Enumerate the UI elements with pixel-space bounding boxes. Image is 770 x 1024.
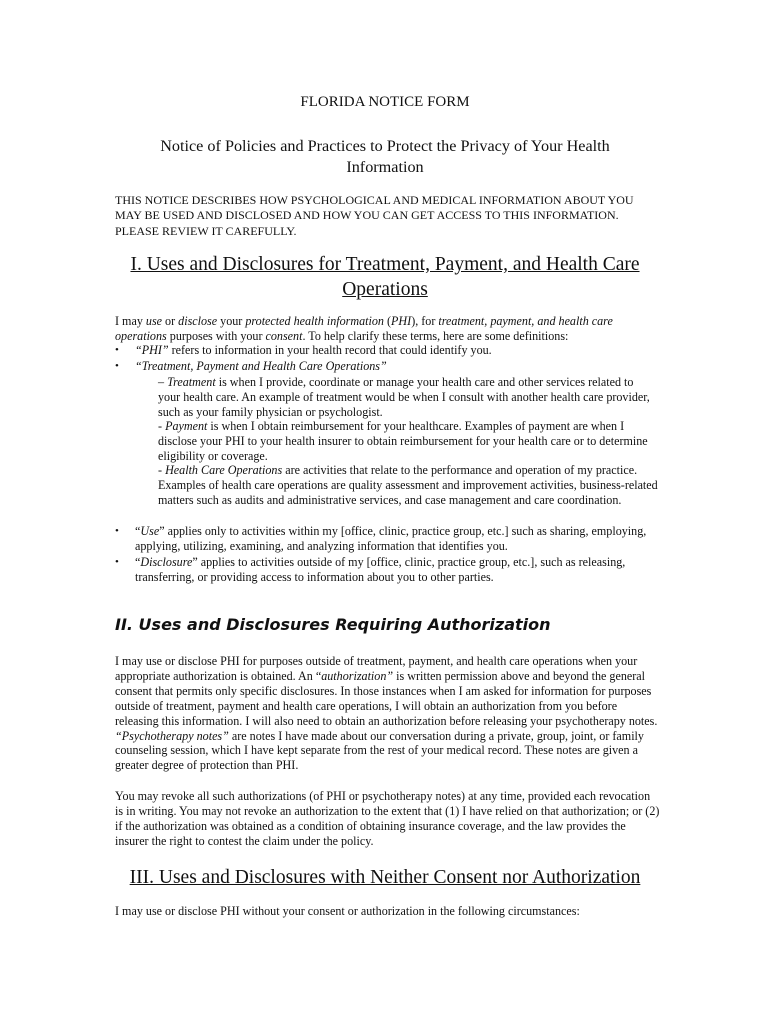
intro-text: your bbox=[217, 314, 246, 328]
section-3-heading: III. Uses and Disclosures with Neither Consent nor Authorization bbox=[129, 867, 641, 888]
definition-term: Payment bbox=[165, 419, 208, 433]
definition-term: Disclosure bbox=[140, 555, 193, 569]
definition-text: is when I obtain reimbursement for your healthcare. Examples of payment are when I disclose your PHI to your health insurer to obtain reimbursement for your health care or to determine eligibility or coverage. bbox=[158, 419, 648, 463]
paragraph-text: are notes I have made about our conversation during a private, group, joint, or family counseling session, which I have kept separate from the rest of your medical record. These notes are given a greater degree of protection than PHI. bbox=[115, 728, 644, 773]
definition-tphco bbox=[135, 359, 665, 374]
definition-health-care-operations bbox=[158, 463, 658, 508]
bullet-icon: • bbox=[115, 556, 119, 568]
definition-disclosure bbox=[135, 555, 665, 585]
term-psychotherapy-notes: “Psychotherapy notes” bbox=[115, 728, 229, 743]
bullet-icon: • bbox=[115, 525, 119, 537]
notice-statement: THIS NOTICE DESCRIBES HOW PSYCHOLOGICAL AND MEDICAL INFORMATION ABOUT YOU MAY BE USED AND DISCLOSED AND HOW YOU CAN GET ACCESS TO THIS INFORMATION. PLEASE REVIEW IT CAREFULLY. bbox=[115, 193, 634, 238]
quote-mark: “ bbox=[135, 524, 141, 538]
definition-text: ” applies only to activities within my [office, clinic, practice group, etc.] such as sharing, employing, applying, utilizing, examining, and analyzing information that identifies you. bbox=[135, 524, 647, 553]
section-2-heading: II. Uses and Disclosures Requiring Authorization bbox=[115, 615, 551, 634]
term-phi: PHI bbox=[391, 314, 412, 328]
definition-text: is when I provide, coordinate or manage your health care and other services related to your health care. An example of treatment would be when I consult with another health care provider, such as your family physician or psychologist. bbox=[158, 375, 650, 419]
term-authorization: authorization” bbox=[321, 668, 394, 683]
definition-payment bbox=[158, 419, 658, 464]
term-use: use bbox=[145, 314, 163, 328]
intro-text: or bbox=[162, 314, 179, 328]
intro-text: . To help clarify these terms, here are some definitions: bbox=[302, 328, 569, 343]
dash: - bbox=[158, 419, 166, 433]
dash: – bbox=[158, 375, 168, 389]
definition-text: are activities that relate to the performance and operation of my practice. Examples of health care operations are quality assessment and improvement activities, business-related matters such as audits and administrative services, and case management and care coordination. bbox=[158, 463, 658, 507]
definition-use bbox=[135, 524, 665, 554]
section-2-paragraph-2: You may revoke all such authorizations (of PHI or psychotherapy notes) at any time, provided each revocation is in writing. You may not revoke an authorization to the extent that (1) I have relied on that authorization; or (2) if the authorization was obtained as a condition of obtaining insurance coverage, and the law provides the insurer the right to contest the claim under the policy. bbox=[115, 789, 660, 848]
section-1-heading: I. Uses and Disclosures for Treatment, Payment, and Health Care Operations bbox=[130, 254, 640, 300]
intro-text: I may bbox=[115, 314, 146, 328]
term-consent: consent bbox=[265, 328, 303, 343]
section-1-intro bbox=[115, 314, 660, 344]
section-3-intro: I may use or disclose PHI without your consent or authorization in the following circumstances: bbox=[115, 904, 580, 918]
definition-term: Treatment bbox=[167, 375, 216, 389]
intro-text: ( bbox=[383, 314, 392, 328]
definition-text: ” applies to activities outside of my [office, clinic, practice group, etc.], such as releasing, transferring, or providing access to information about you to other parties. bbox=[135, 555, 626, 584]
definition-term: “PHI” bbox=[135, 343, 169, 357]
term-disclose: disclose bbox=[178, 314, 218, 328]
dash: - bbox=[158, 463, 166, 477]
form-subtitle: Notice of Policies and Practices to Protect the Privacy of Your Health Information bbox=[160, 137, 610, 176]
term-tpo: treatment, payment, and health care operations bbox=[115, 314, 613, 343]
intro-text: purposes with your bbox=[166, 328, 266, 343]
intro-text: ), for bbox=[411, 314, 439, 328]
definition-treatment bbox=[158, 375, 658, 420]
bullet-icon: • bbox=[115, 344, 119, 356]
definition-phi bbox=[135, 343, 665, 358]
definition-term: “Treatment, Payment and Health Care Operations” bbox=[135, 359, 387, 373]
form-title: FLORIDA NOTICE FORM bbox=[300, 94, 470, 110]
term-phi-full: protected health information bbox=[245, 314, 384, 328]
definition-term: Use bbox=[140, 524, 160, 538]
definition-text: refers to information in your health record that could identify you. bbox=[168, 343, 492, 357]
section-2-paragraph-1 bbox=[115, 654, 660, 773]
definition-term: Health Care Operations bbox=[165, 463, 283, 477]
paragraph-text: is written permission above and beyond the general consent that permits only specific disclosures. In those instances when I am asked for information for purposes outside of treatment, payment and health care operations, I will obtain an authorization from you before releasing this information. I will also need to obtain an authorization before releasing your psychotherapy notes. bbox=[115, 668, 658, 728]
bullet-icon: • bbox=[115, 360, 119, 372]
paragraph-text: I may use or disclose PHI for purposes outside of treatment, payment, and health care operations when your appropriate authorization is obtained. An “ bbox=[115, 654, 638, 683]
quote-mark: “ bbox=[135, 555, 141, 569]
